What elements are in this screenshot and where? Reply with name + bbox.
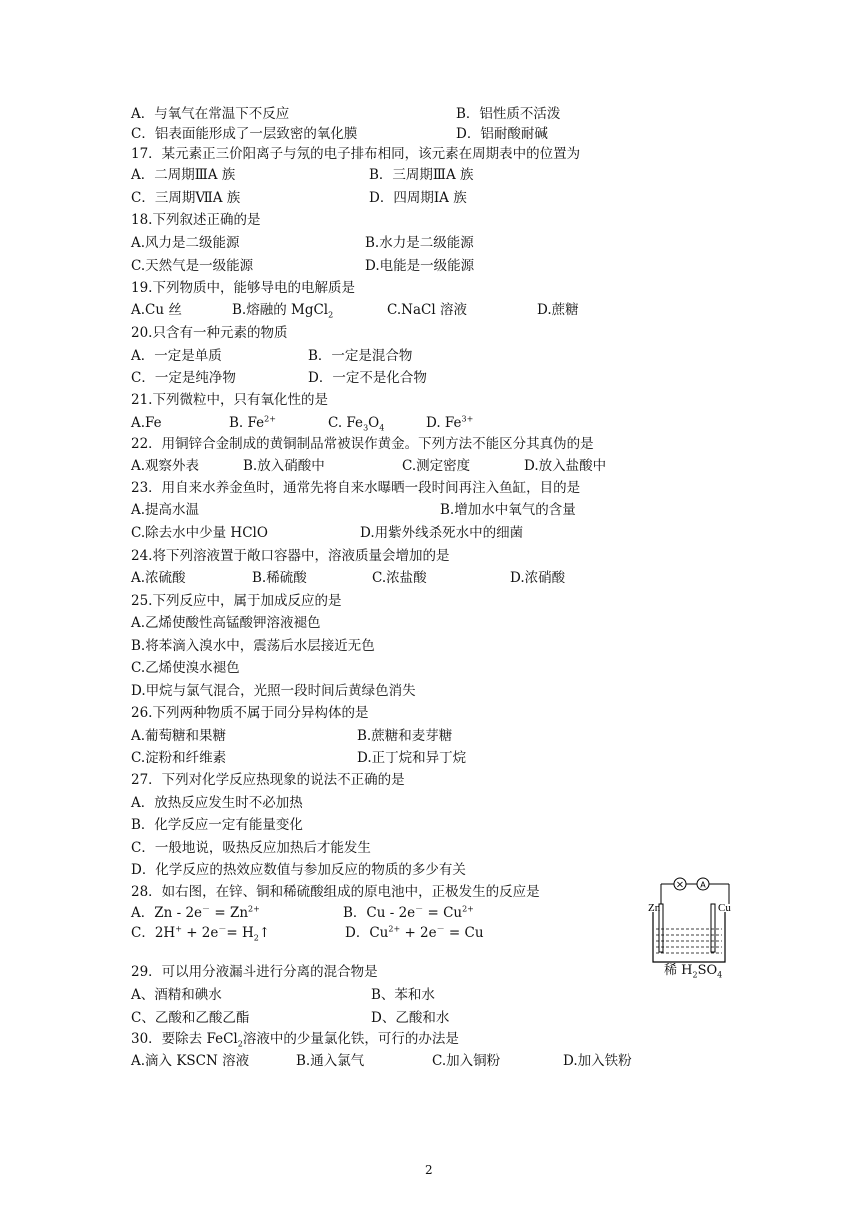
- q30-option-b: B.通入氯气: [296, 1053, 365, 1069]
- q26-option-d: D.正丁烷和异丁烷: [357, 750, 467, 766]
- q17-option-c: C．三周期ⅦA 族: [131, 190, 241, 206]
- q17-option-b: B．三周期ⅢA 族: [369, 167, 474, 183]
- q27-option-a: A．放热反应发生时不必加热: [131, 795, 303, 811]
- q18-option-a: A.风力是二级能源: [131, 235, 240, 251]
- q25-option-c: C.乙烯使溴水褪色: [131, 660, 240, 676]
- q20-stem: 20.只含有一种元素的物质: [131, 325, 288, 341]
- q19-option-c: C.NaCl 溶液: [387, 302, 467, 318]
- q24-option-d: D.浓硝酸: [510, 570, 566, 586]
- q17-option-a: A．二周期ⅢA 族: [131, 167, 236, 183]
- q19-option-d: D.蔗糖: [537, 302, 579, 318]
- q18-stem: 18.下列叙述正确的是: [131, 212, 261, 228]
- q23-option-b: B.增加水中氧气的含量: [440, 502, 576, 518]
- q27-stem: 27．下列对化学反应热现象的说法不正确的是: [131, 772, 405, 788]
- q22-stem: 22．用铜锌合金制成的黄铜制品常被误作黄金。下列方法不能区分其真伪的是: [131, 436, 594, 452]
- q18-option-b: B.水力是二级能源: [365, 235, 474, 251]
- q20-option-c: C．一定是纯净物: [131, 370, 236, 386]
- q16-option-d: D．铝耐酸耐碱: [456, 126, 548, 142]
- figure-caption: 稀 $H_2SO_4$: [664, 963, 723, 980]
- q28-option-c: C．$2H^+ + 2e^-= H_2↑$: [131, 924, 271, 943]
- q29-option-a: A、酒精和碘水: [131, 987, 222, 1003]
- zn-label: Zn: [648, 902, 661, 914]
- q24-stem: 24.将下列溶液置于敞口容器中，溶液质量会增加的是: [131, 548, 450, 564]
- q16-option-c: C．铝表面能形成了一层致密的氧化膜: [131, 126, 358, 142]
- q17-stem: 17．某元素正三价阳离子与氖的电子排布相同，该元素在周期表中的位置为: [131, 146, 581, 162]
- q16-option-b: B．铝性质不活泼: [456, 106, 561, 122]
- q29-stem: 29．可以用分液漏斗进行分离的混合物是: [131, 964, 378, 980]
- q17-option-d: D．四周期ⅠA 族: [369, 190, 467, 206]
- q30-option-c: C.加入铜粉: [432, 1053, 501, 1069]
- q23-stem: 23．用自来水养金鱼时，通常先将自来水曝晒一段时间再注入鱼缸，目的是: [131, 480, 581, 496]
- q29-option-d: D、乙酸和水: [371, 1010, 450, 1026]
- q27-option-b: B．化学反应一定有能量变化: [131, 817, 303, 833]
- q30-option-a: A.滴入 KSCN 溶液: [131, 1053, 250, 1069]
- copper-electrode: [711, 904, 715, 952]
- svg-text:A: A: [700, 880, 706, 890]
- q24-option-a: A.浓硫酸: [131, 570, 186, 586]
- q18-option-c: C.天然气是一级能源: [131, 258, 254, 274]
- q26-option-a: A.葡萄糖和果糖: [131, 728, 227, 744]
- q24-option-b: B.稀硫酸: [252, 570, 307, 586]
- q21-option-d: D. $Fe^{3+}$: [426, 414, 474, 431]
- q26-option-b: B.蔗糖和麦芽糖: [357, 728, 453, 744]
- q16-option-a: A．与氧气在常温下不反应: [131, 106, 290, 122]
- svg-text:×: ×: [675, 879, 685, 891]
- q21-option-c: C. $Fe_3O_4$: [328, 415, 385, 433]
- q26-option-c: C.淀粉和纤维素: [131, 750, 227, 766]
- q28-option-a: A．$Zn - 2e^- = Zn^{2+}$: [131, 904, 260, 921]
- q22-option-b: B.放入硝酸中: [243, 458, 325, 474]
- q21-option-a: A.Fe: [131, 415, 162, 431]
- q24-option-c: C.浓盐酸: [372, 570, 427, 586]
- q18-option-d: D.电能是一级能源: [365, 258, 475, 274]
- q28-option-d: D．$Cu^{2+} + 2e^- = Cu$: [345, 924, 484, 941]
- q30-option-d: D.加入铁粉: [563, 1053, 632, 1069]
- q21-stem: 21.下列微粒中，只有氧化性的是: [131, 392, 328, 408]
- q27-option-d: D．化学反应的热效应数值与参加反应的物质的多少有关: [131, 862, 466, 878]
- q30-stem: 30．要除去 FeCl$_2$溶液中的少量氯化铁，可行的办法是: [131, 1031, 459, 1049]
- q26-stem: 26.下列两种物质不属于同分异构体的是: [131, 705, 369, 721]
- page-number: 2: [425, 1163, 433, 1177]
- q19-stem: 19.下列物质中，能够导电的电解质是: [131, 280, 355, 296]
- q19-option-b: B.熔融的 MgCl$_2$: [232, 302, 334, 320]
- q22-option-a: A.观察外表: [131, 458, 200, 474]
- q20-option-a: A．一定是单质: [131, 348, 222, 364]
- q23-option-d: D.用紫外线杀死水中的细菌: [360, 525, 524, 541]
- q25-option-b: B.将苯滴入溴水中，震荡后水层接近无色: [131, 638, 375, 654]
- q28-stem: 28．如右图，在锌、铜和稀硫酸组成的原电池中，正极发生的反应是: [131, 884, 540, 900]
- q29-option-b: B、苯和水: [371, 987, 435, 1003]
- q27-option-c: C．一般地说，吸热反应加热后才能发生: [131, 840, 371, 856]
- q29-option-c: C、乙酸和乙酸乙酯: [131, 1010, 250, 1026]
- q22-option-c: C.测定密度: [402, 458, 471, 474]
- q19-option-a: A.Cu 丝: [131, 302, 182, 318]
- cu-label: Cu: [718, 902, 731, 914]
- q25-stem: 25.下列反应中，属于加成反应的是: [131, 593, 342, 609]
- q21-option-b: B. $Fe^{2+}$: [229, 414, 276, 431]
- q20-option-d: D．一定不是化合物: [308, 370, 427, 386]
- q23-option-a: A.提高水温: [131, 502, 200, 518]
- q25-option-a: A.乙烯使酸性高锰酸钾溶液褪色: [131, 615, 321, 631]
- q23-option-c: C.除去水中少量 HClO: [131, 525, 268, 541]
- q22-option-d: D.放入盐酸中: [524, 458, 607, 474]
- q28-option-b: B．$Cu - 2e^- = Cu^{2+}$: [343, 904, 474, 921]
- q25-option-d: D.甲烷与氯气混合，光照一段时间后黄绿色消失: [131, 683, 416, 699]
- q20-option-b: B．一定是混合物: [308, 348, 413, 364]
